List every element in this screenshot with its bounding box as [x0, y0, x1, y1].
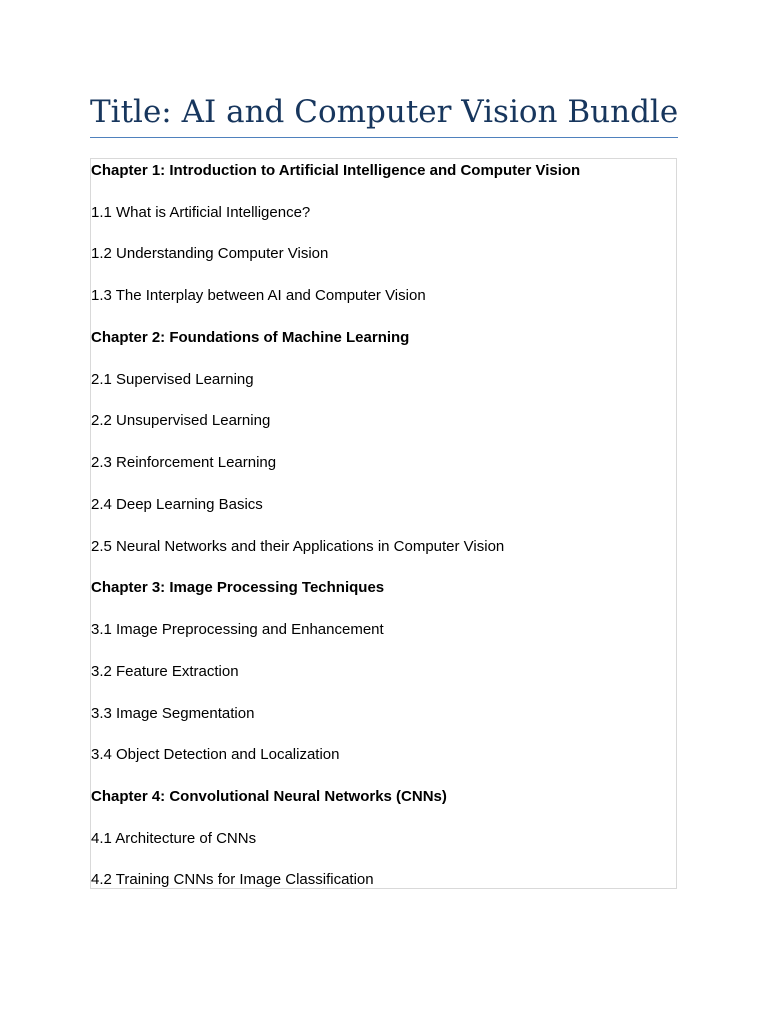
toc-section-1-3: 1.3 The Interplay between AI and Computer Vision	[91, 287, 426, 304]
toc-chapter-2: Chapter 2: Foundations of Machine Learning	[91, 329, 410, 346]
toc-section-4-2: 4.2 Training CNNs for Image Classification	[91, 871, 374, 888]
toc-section-2-5: 2.5 Neural Networks and their Applications in Computer Vision	[91, 538, 505, 555]
toc-chapter-3: Chapter 3: Image Processing Techniques	[91, 579, 385, 596]
toc-section-2-1: 2.1 Supervised Learning	[91, 371, 254, 388]
toc-section-4-1: 4.1 Architecture of CNNs	[91, 830, 257, 847]
toc-section-1-2: 1.2 Understanding Computer Vision	[91, 245, 329, 262]
toc-section-1-1: 1.1 What is Artificial Intelligence?	[91, 204, 311, 221]
title-underline	[90, 137, 678, 138]
toc-section-3-1: 3.1 Image Preprocessing and Enhancement	[91, 621, 384, 638]
toc-section-3-3: 3.3 Image Segmentation	[91, 705, 255, 722]
toc-chapter-4: Chapter 4: Convolutional Neural Networks (CNNs)	[91, 788, 447, 805]
toc-section-3-2: 3.2 Feature Extraction	[91, 663, 239, 680]
toc-chapter-1: Chapter 1: Introduction to Artificial Intelligence and Computer Vision	[91, 162, 581, 179]
toc-section-2-2: 2.2 Unsupervised Learning	[91, 412, 271, 429]
toc-section-2-3: 2.3 Reinforcement Learning	[91, 454, 277, 471]
toc-section-3-4: 3.4 Object Detection and Localization	[91, 746, 340, 763]
toc-section-2-4: 2.4 Deep Learning Basics	[91, 496, 263, 513]
table-of-contents	[90, 158, 677, 889]
page-title: Title: AI and Computer Vision Bundle	[90, 94, 679, 130]
